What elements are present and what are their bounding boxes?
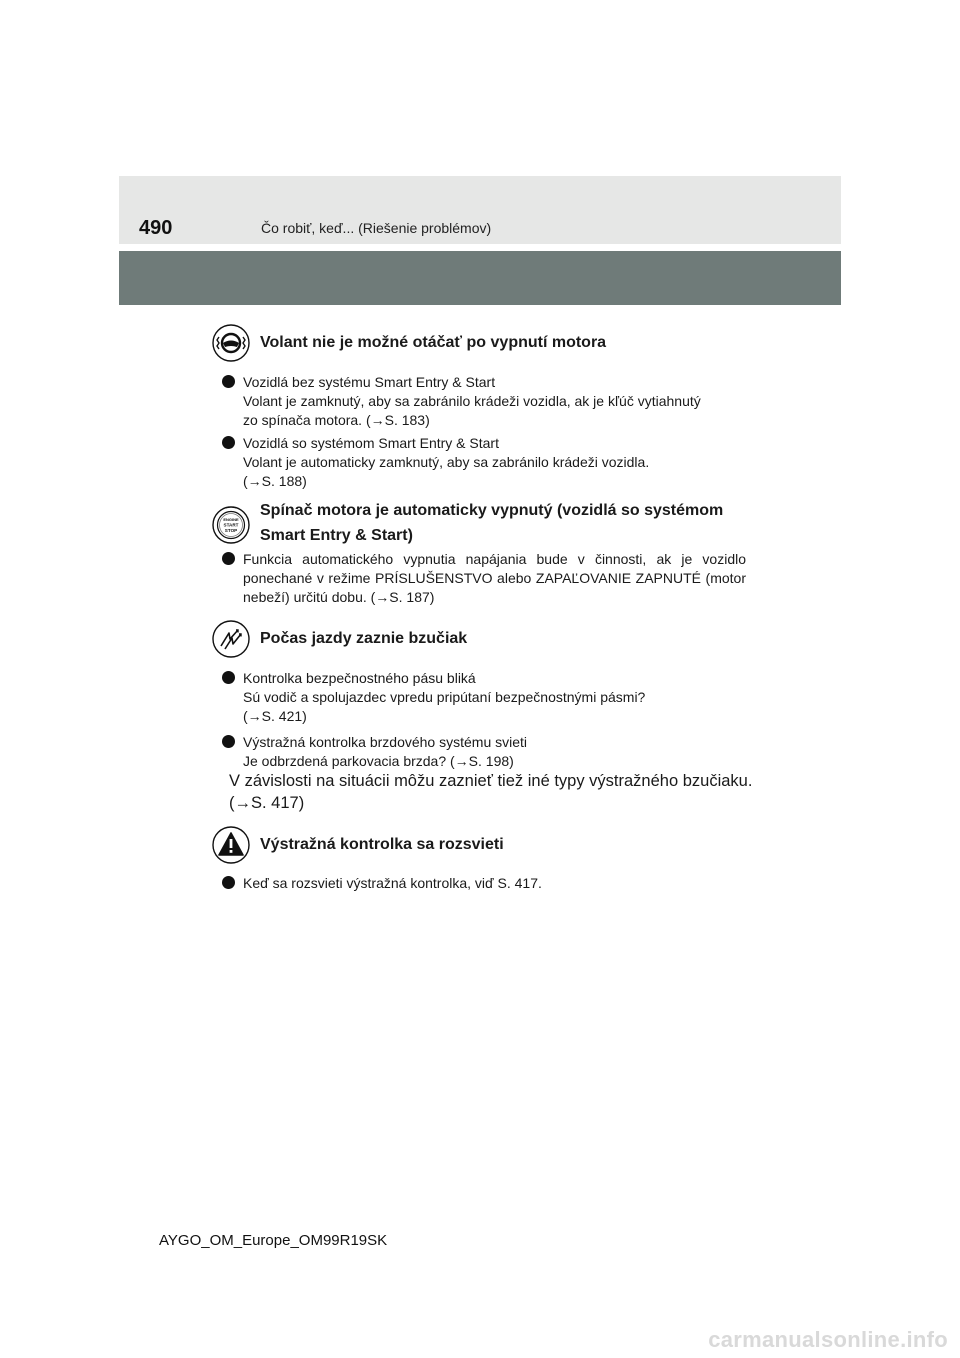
icon-label: ENGINE [223,517,239,522]
bullet-dot [222,735,235,748]
bullet-item [222,669,746,726]
bullet-title: Výstražná kontrolka brzdového systému svieti [243,734,528,750]
page-number: 490 [139,217,173,239]
bullet-line: zo spínača motora. (→S. 183) [243,412,430,428]
heading-line: Spínač motora je automaticky vypnutý (vozidlá so systémom [260,502,724,519]
document-code: AYGO_OM_Europe_OM99R19SK [159,1232,388,1249]
buzzer-sound-icon [212,620,250,658]
bullet-item [222,373,746,430]
bullet-item [222,550,746,607]
bullet-title: Vozidlá so systémom Smart Entry & Start [243,435,499,451]
bullet-dot [222,671,235,684]
bullet-text: Keď sa rozsvieti výstražná kontrolka, viď S. 417. [243,875,542,891]
heading-warning-light: Výstražná kontrolka sa rozsvieti [260,836,504,853]
bullet-dot [222,552,235,565]
bullet-item [222,733,746,771]
buzzer-note [229,770,759,814]
bullet-line: (→S. 188) [243,473,307,489]
bullet-line: (→S. 421) [243,708,307,724]
bullet-item [222,874,746,893]
bullet-text: Funkcia automatického vypnutia napájania bude v činnosti, ak je vozidlo ponechané v režime PRÍSLUŠENSTVO alebo ZAPAĽOVANIE ZAPNUTÉ (motor nebeží) určitú dobu. (→S. 187) [243,551,746,605]
heading-line: Smart Entry & Start) [260,527,413,544]
icon-label: START [223,522,239,528]
note-line: V závislosti na situácii môžu zaznieť tiež iné typy výstražného bzučiaku. [229,772,753,790]
bullet-dot [222,876,235,889]
bullet-item [222,434,746,491]
heading-buzzer: Počas jazdy zaznie bzučiak [260,630,468,647]
bullet-title: Vozidlá bez systému Smart Entry & Start [243,374,496,390]
section-title: Čo robiť, keď... (Riešenie problémov) [261,220,492,236]
bullet-line: Je odbrzdená parkovacia brzda? (→S. 198) [243,753,514,769]
header-bar [119,251,841,305]
bullet-dot [222,375,235,388]
steering-lock-icon [212,324,250,362]
bullet-dot [222,436,235,449]
note-line: (→S. 417) [229,794,305,812]
bullet-title: Kontrolka bezpečnostného pásu bliká [243,670,476,686]
page-header [119,176,841,244]
heading-auto-power-off [260,499,723,548]
engine-start-stop-button-icon [212,506,250,544]
watermark: carmanualsonline.info [708,1327,948,1352]
bullet-line: Volant je zamknutý, aby sa zabránilo krádeži vozidla, ak je kľúč vytiahnutý [243,393,701,409]
bullet-line: Sú vodič a spolujazdec vpredu pripútaní bezpečnostnými pásmi? [243,689,646,705]
icon-label: STOP [224,528,238,533]
heading-steering-lock: Volant nie je možné otáčať po vypnutí motora [260,334,607,351]
bullet-line: Volant je automaticky zamknutý, aby sa zabránilo krádeži vozidla. [243,454,650,470]
warning-exclamation-icon [212,826,250,864]
